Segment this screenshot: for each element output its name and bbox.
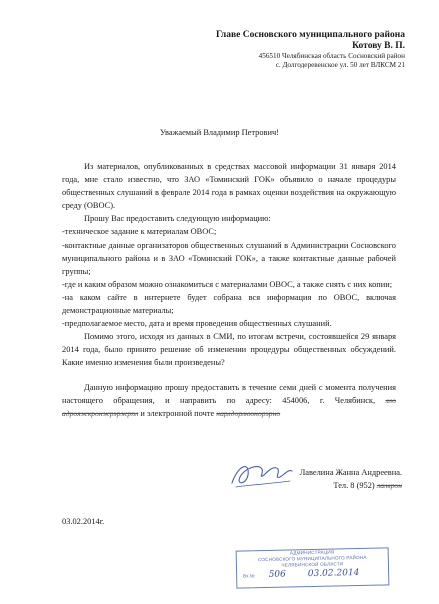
stamp-number: 506: [268, 569, 286, 580]
letter-date: 03.02.2014г.: [62, 517, 105, 526]
salutation: Уважаемый Владимир Петрович!: [160, 128, 279, 137]
stamp-date: 03.02.2014: [307, 568, 360, 580]
stamp-row: [237, 567, 388, 580]
paragraph-changes: Помимо этого, исходя из данных в СМИ, по итогам встречи, состоявшейся 29 января 2014 года, было принято решение об изменении процедуры общественных обсуждений. Какие именно изменения были произведены?: [62, 332, 396, 368]
spacer: [62, 370, 396, 381]
addressee-address-line2: с. Долгодеревенское ул. 50 лет ВЛКСМ 21: [275, 61, 405, 69]
addressee-title: Главе Сосновского муниципального района: [215, 30, 405, 40]
stamp-line1: АДМИНИСТРАЦИЯ: [289, 549, 335, 556]
list-item: -где и каким образом можно ознакомиться с материалами ОВОС, а также снять с них копии;: [62, 279, 393, 289]
stamp-line3: ЧЕЛЯБИНСКОЙ ОБЛАСТИ: [281, 561, 344, 568]
list-item: -техническое задание к материалам ОВОС;: [62, 227, 217, 237]
signature-block: [228, 455, 408, 515]
signer-name: Лавелина Жанна Андреевна.: [299, 468, 402, 477]
paragraph-response: [62, 381, 396, 420]
stamp-label: Вх.№: [243, 572, 255, 578]
list-item: -на каком сайте в интернете будет собрана вся информация по ОВОС, включая демонстрационные материалы;: [62, 292, 396, 316]
redacted-text: лло: [385, 395, 396, 405]
letter-body: [62, 160, 396, 420]
phone-label: Тел. 8 (952): [333, 481, 375, 490]
response-text-b: и электронной почте: [140, 408, 215, 418]
response-text-a: Данную информацию прошу предоставить в течение семи дней с момента получения настоящего обращения, и направить по адресу: 454006, г. Челябинск,: [62, 382, 396, 405]
addressee-address-line1: 456510 Челябинская область Сосновский район: [258, 52, 405, 60]
addressee-name: Котову В. П.: [352, 41, 405, 51]
handwritten-signature: [228, 455, 298, 495]
addressee-block: [145, 30, 405, 70]
stamp-line2: СОСНОВСКОГО МУНИЦИПАЛЬНОГО РАЙОНА: [257, 554, 367, 563]
paragraph-request: Прошу Вас предоставить следующую информацию:: [84, 214, 271, 224]
redacted-text: лалврон: [376, 481, 402, 490]
registration-stamp: [236, 547, 390, 588]
paragraph-intro: Из материалов, опубликованных в средствах массовой информации 31 января 2014 года, мне стало известно, что ЗАО «Томинский ГОК» объявило о начале процедуры общественных слушаний в феврале 2014 года в рамках оценки воздействия на окружающую среду (ОВОС).: [62, 162, 396, 211]
redacted-text: нарлдорлюонорэрно: [216, 408, 281, 418]
signer-phone: [290, 481, 402, 490]
list-item: -контактные данные организаторов общественных слушаний в Администрации Сосновского муниципального района и в ЗАО «Томинский ГОК», а также контактные данные рабочей группы;: [62, 240, 396, 276]
list-item: -предполагаемое место, дата и время проведения общественных слушаний.: [62, 319, 332, 329]
redacted-text: адрояжкронжрэржрпл: [62, 408, 139, 418]
